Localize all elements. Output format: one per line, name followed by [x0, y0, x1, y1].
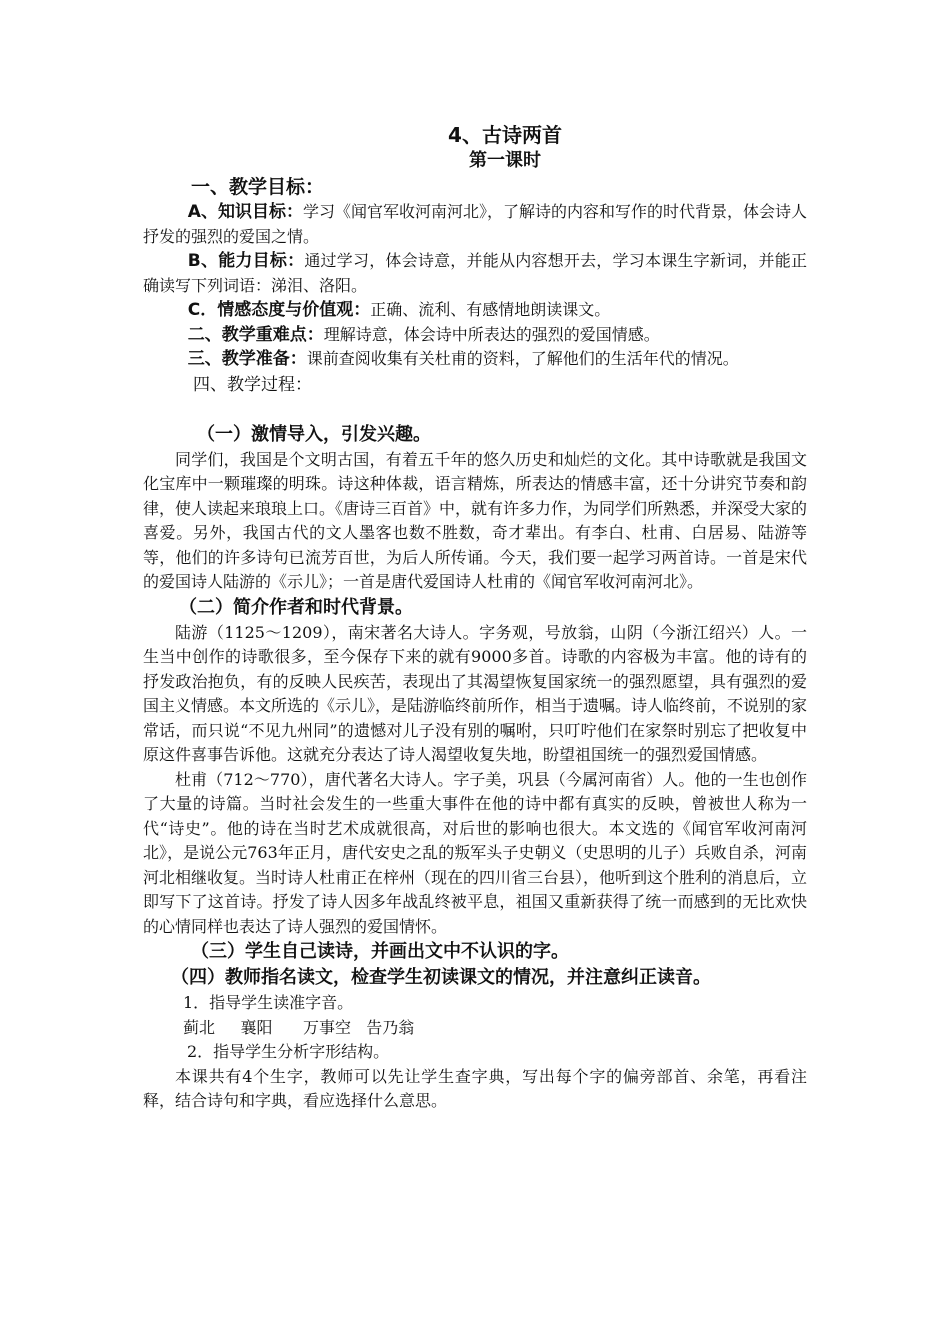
step2-dufu: 杜甫（712～770），唐代著名大诗人。字子美，巩县（今属河南省）人。他的一生也创作了大量的诗篇。当时社会发生的一些重大事件在他的诗中都有真实的反映，曾被世人称为一代“诗史”。他的诗在当时艺术成就很高，对后世的影响也很大。本文选的《闻官军收河南河北》，是说公元763年正月，唐代安史之乱的叛军头子史朝义（史思明的儿子）兵败自杀，河南河北相继收复。当时诗人杜甫正在梓州（现在的四川省三台县），他听到这个胜利的消息后，立即写下了这首诗。抒发了诗人因多年战乱终被平息，祖国又重新获得了统一而感到的无比欢快的心情同样也表达了诗人强烈的爱国情怀。 — [143, 769, 808, 936]
step4-heading: （四）教师指名读文，检查学生初读课文的情况，并注意纠正读音。 — [171, 967, 711, 988]
difficulty-label: 二、教学重难点： — [187, 324, 324, 345]
goal-a-text: 学习《闻官军收河南河北》，了解诗的内容和写作的时代背景，体会诗人抒发的强烈的爱国之情。 — [143, 202, 807, 246]
step3-heading: （三）学生自己读诗，并画出文中不认识的字。 — [191, 941, 569, 962]
goal-b-text: 通过学习，体会诗意，并能从内容想开去，学习本课生字新词，并能正确读写下列词语：涕泪、洛阳。 — [143, 251, 807, 295]
word-item: 万事空 — [302, 1017, 351, 1037]
lesson-title: 4、古诗两首 — [448, 123, 562, 147]
step4-item2: 2．指导学生分析字形结构。 — [187, 1042, 390, 1061]
preparation-label: 三、教学准备： — [187, 349, 307, 369]
preparation-text: 课前查阅收集有关杜甫的资料，了解他们的生活年代的情况。 — [306, 349, 739, 368]
step4-item1: 1．指导学生读准字音。 — [183, 993, 354, 1012]
word-item: 襄阳 — [240, 1017, 273, 1037]
document-page — [143, 122, 807, 1114]
goal-b — [143, 249, 807, 298]
step2-heading: （二）简介作者和时代背景。 — [179, 596, 413, 618]
goal-c-label: C．情感态度与价值观： — [187, 300, 371, 320]
goal-a-label: A、知识目标： — [187, 202, 303, 222]
preparation — [143, 347, 807, 372]
step2-luyou: 陆游（1125～1209），南宋著名大诗人。字务观，号放翁，山阴（今浙江绍兴）人。一生当中创作的诗歌很多，至今保存下来的就有9000多首。诗歌的内容极为丰富。他的诗有的抒发政治抱负，有的反映人民疾苦，表现出了其渴望恢复国家统一的强烈愿望，具有强烈的爱国主义情感。本文所选的《示儿》，是陆游临终前所作，相当于遗嘱。诗人临终前，不说别的家常话，而只说“不见九州同”的遗憾对儿子没有别的嘱咐，只叮咛他们在家祭时别忘了把收复中原这件喜事告诉他。这就充分表达了诗人渴望收复失地，盼望祖国统一的强烈爱国情感。 — [143, 622, 808, 764]
word-item: 蓟北 — [183, 1017, 216, 1037]
goal-b-label: B、能力目标： — [187, 251, 305, 271]
goal-c-text: 正确、流利、有感情地朗读课文。 — [370, 300, 611, 319]
step4-text: 本课共有4个生字，教师可以先让学生查字典，写出每个字的偏旁部首、余笔，再看注释，结合诗句和字典，看应选择什么意思。 — [143, 1066, 807, 1110]
goal-c — [143, 298, 807, 323]
goals-heading: 一、教学目标： — [191, 176, 325, 198]
goal-a — [143, 200, 807, 249]
difficulty-text: 理解诗意，体会诗中所表达的强烈的爱国情感。 — [323, 324, 660, 344]
word-list — [143, 1016, 807, 1041]
difficulty — [143, 323, 807, 348]
step1-text: 同学们，我国是个文明古国，有着五千年的悠久历史和灿烂的文化。其中诗歌就是我国文化宝库中一颗璀璨的明珠。诗这种体裁，语言精炼，所表达的情感丰富，还十分讲究节奏和韵律，使人读起来琅琅上口。《唐诗三百首》中，就有许多力作，为同学们所熟悉，并深受大家的喜爱。另外，我国古代的文人墨客也数不胜数，奇才辈出。有李白、杜甫、白居易、陆游等等，他们的许多诗句已流芳百世，为后人所传诵。今天，我们要一起学习两首诗。一首是宋代的爱国诗人陆游的《示儿》；一首是唐代爱国诗人杜甫的《闻官军收河南河北》。 — [143, 449, 808, 591]
lesson-subtitle: 第一课时 — [469, 150, 541, 171]
spacer — [143, 398, 807, 422]
process-heading: 四、教学过程： — [193, 374, 312, 395]
word-item: 告乃翁 — [366, 1017, 415, 1037]
step1-heading: （一）激情导入，引发兴趣。 — [197, 423, 431, 445]
